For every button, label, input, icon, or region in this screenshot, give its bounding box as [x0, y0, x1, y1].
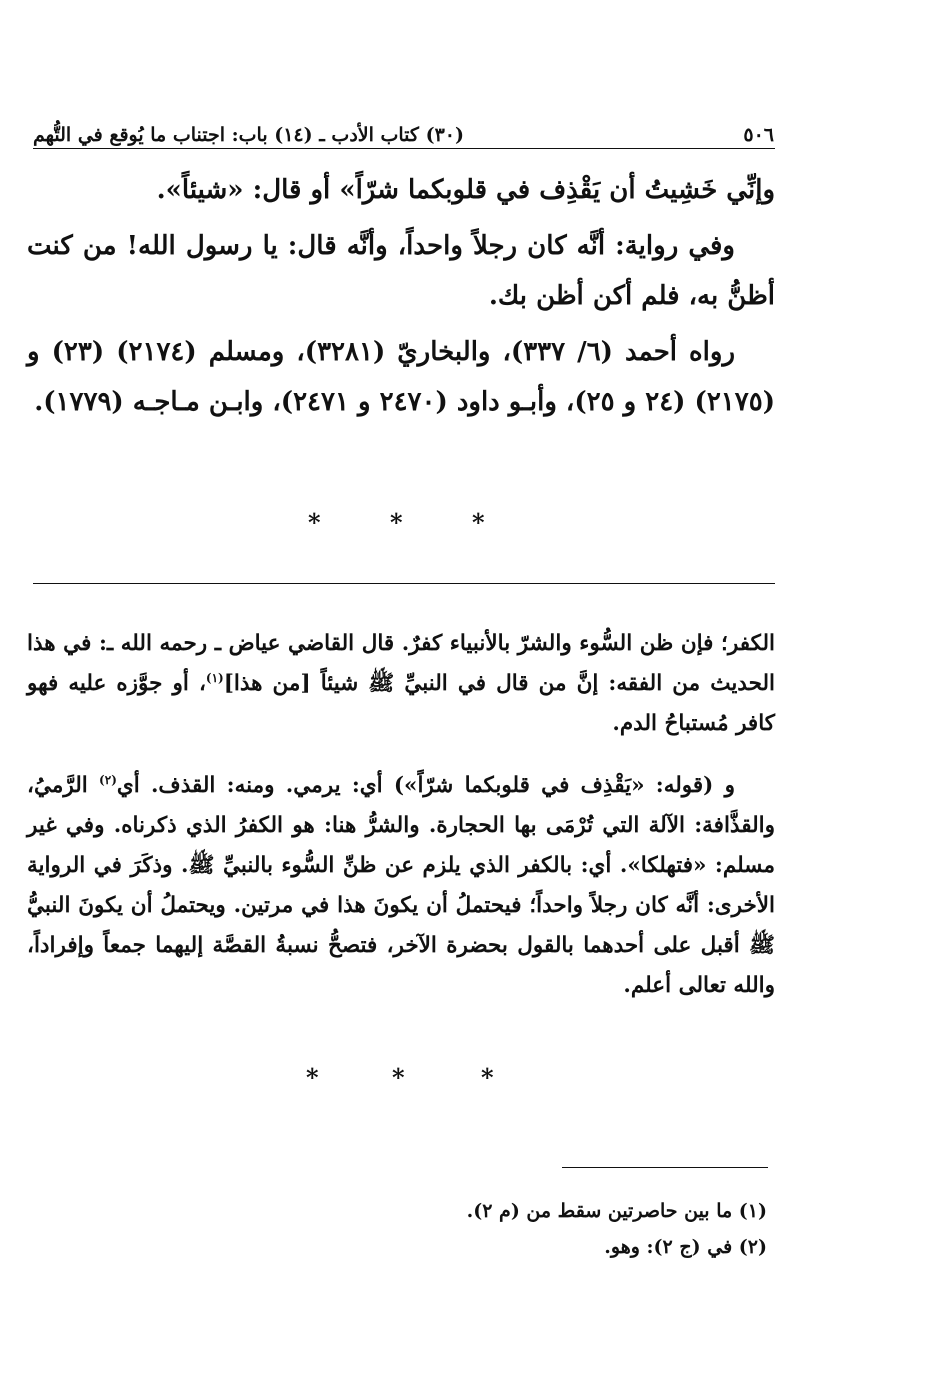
hadith-takhrij: رواه أحمد (٦/ ٣٣٧)، والبخاريّ (٣٢٨١)، ومسلم (٢١٧٤) (٢٣) و (٢١٧٥) (٢٤ و ٢٥)، وأبـو داود (٢٤٧٠ و ٢٤٧١)، وابـن مـاجـه (١٧٧٩).: [27, 337, 775, 417]
hadith-paragraph-2: وفي رواية: أنَّه كان رجلاً واحداً، وأنَّه قال: يا رسول الله! من كنت أظنُّ به، فلم أكن أظن بك.: [27, 231, 775, 311]
separator-star: *: [392, 1063, 405, 1092]
separator-star: *: [390, 508, 403, 537]
section-separator: [0, 508, 932, 538]
header-rule: [33, 148, 775, 149]
hadith-paragraph-1: وإنِّي خَشِيتُ أن يَقْذِف في قلوبكما شرّاً» أو قال: «شيئاً».: [156, 175, 775, 205]
running-header: [33, 114, 774, 146]
footnote-1: (١) ما بين حاصرتين سقط من (م ٢).: [466, 1200, 767, 1222]
commentary-text-span: الكفر؛ فإن ظن السُّوء والشرّ بالأنبياء كفرٌ. قال القاضي عياض ـ رحمه الله ـ: في هذا الحديث من الفقه: إنَّ من قال في النبيِّ ﷺ شيئاً [من هذا]: [27, 631, 775, 696]
separator-star: *: [306, 1063, 319, 1092]
separator-star: *: [481, 1063, 494, 1092]
footnote-ref-1: (١): [205, 670, 224, 685]
footnote-2: (٢) في (ج ٢): وهو.: [604, 1236, 767, 1258]
separator-star: *: [308, 508, 321, 537]
commentary-paragraph-1: [27, 624, 775, 744]
commentary-divider: [33, 583, 775, 584]
commentary-text-span: و (قوله: «يَقْذِف في قلوبكما شرّاً») أي: يرمي. ومنه: القذف. أي: [116, 773, 736, 798]
footnote-rule: [562, 1167, 768, 1168]
footnotes: [267, 1193, 767, 1265]
commentary-text: [27, 624, 775, 1006]
separator-star: *: [472, 508, 485, 537]
running-title: (٣٠) كتاب الأدب ـ (١٤) باب: اجتناب ما يُوقع في التُّهم: [33, 124, 464, 146]
hadith-text: [27, 165, 775, 427]
commentary-text-span: ، أو جوَّزه عليه فهو كافر مُستباحُ الدم.: [27, 671, 775, 736]
footnote-ref-2: (٢): [99, 772, 117, 787]
commentary-paragraph-2: [27, 766, 775, 1006]
commentary-text-span: الرَّميُ، والقذَّافة: الآلة التي تُرْمَى بها الحجارة. والشرُّ هنا: هو الكفرُ الذي ذكرناه. وفي غير مسلم: «فتهلكا». أي: بالكفر الذي يلزم عن ظنِّ السُّوء بالنبيِّ ﷺ. وذكَرَ في الرواية الأخرى: أنَّه كان رجلاً واحداً؛ فيحتملُ أن يكونَ هذا في مرتين. ويحتملُ أن يكونَ النبيُّ ﷺ أقبل على أحدهما بالقول بحضرة الآخر، فتصحُّ نسبةُ القصَّة إليهما جمعاً وإفراداً، والله تعالى أعلم.: [27, 773, 775, 998]
commentary-end-separator: [0, 1063, 932, 1093]
page-number: ٥٠٦: [743, 124, 774, 146]
